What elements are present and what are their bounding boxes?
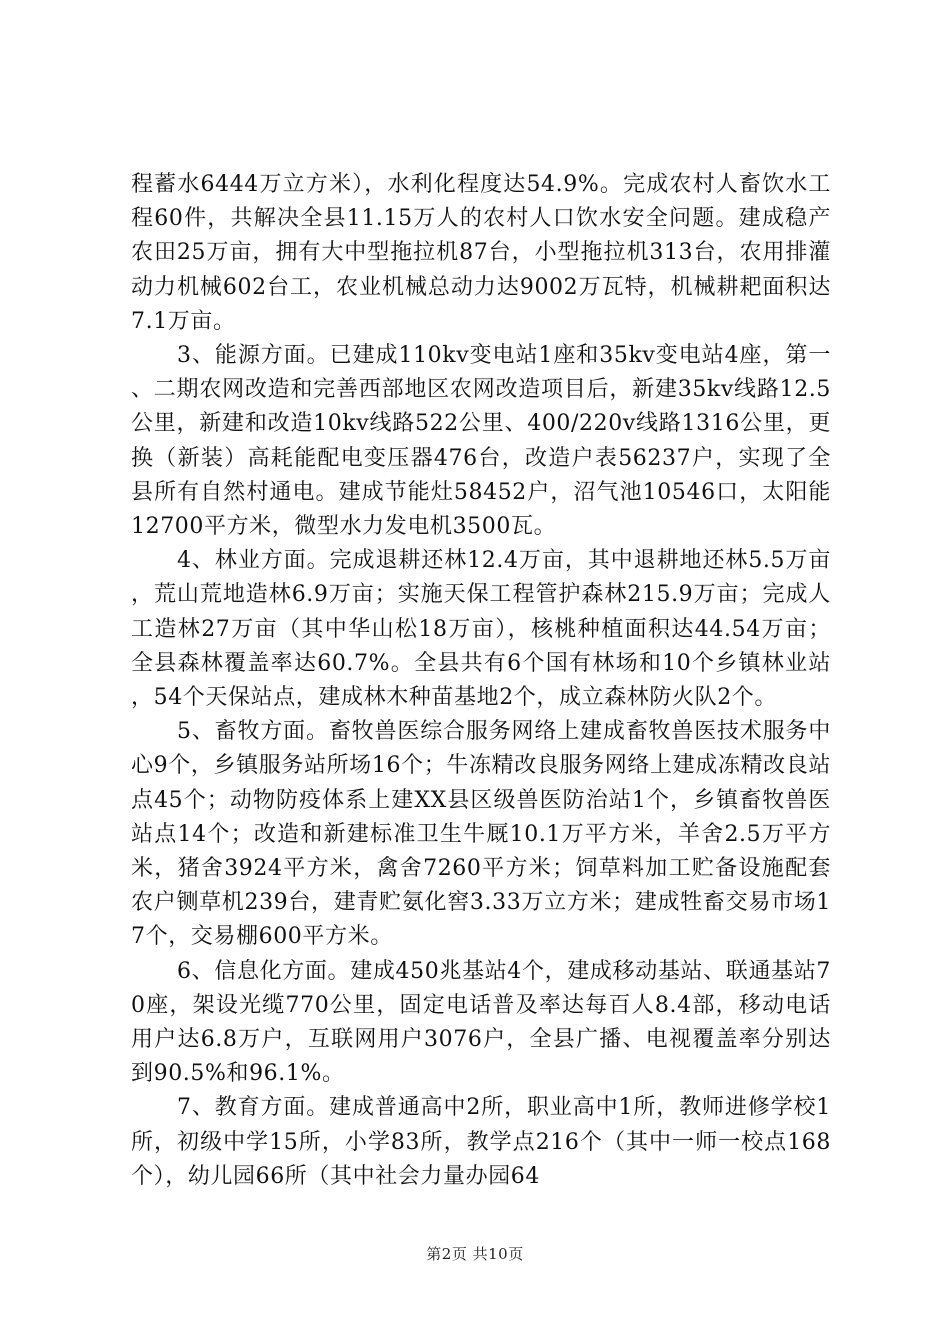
paragraph-energy: 3、能源方面。已建成110kv变电站1座和35kv变电站4座，第一、二期农网改造和完善西部地区农网改造项目后，新建35kv线路12.5公里，新建和改造10kv线路522公里、400/220v线路1316公里，更换（新装）高耗能配电变压器476台，改造户表56237户，实现了全县所有自然村通电。建成节能灶58452户，沼气池10546口，太阳能12700平方米，微型水力发电机3500瓦。 (131, 343, 831, 540)
paragraph-education: 7、教育方面。建成普通高中2所，职业高中1所，教师进修学校1所，初级中学15所，小学83所，教学点216个（其中一师一校点168个），幼儿园66所（其中社会力量办园64 (131, 1095, 831, 1189)
paragraph-water-continued: 程蓄水6444万立方米），水利化程度达54.9%。完成农村人畜饮水工程60件，共解决全县11.15万人的农村人口饮水安全问题。建成稳产农田25万亩，拥有大中型拖拉机87台，小型拖拉机313台，农用排灌动力机械602台工，农业机械总动力达9002万瓦特，机械耕耙面积达7.1万亩。 (131, 172, 831, 334)
page-number-footer: 第2页 共10页 (426, 1245, 524, 1263)
paragraph-livestock: 5、畜牧方面。畜牧兽医综合服务网络上建成畜牧兽医技术服务中心9个，乡镇服务站所场16个；牛冻精改良服务网络上建成冻精改良站点45个；动物防疫体系上建XX县区级兽医防治站1个，乡镇畜牧兽医站点14个；改造和新建标准卫生牛厩10.1万平方米，羊舍2.5万平方米，猪舍3924平方米，禽舍7260平方米；饲草料加工贮备设施配套农户铡草机239台，建青贮氨化窖3.33万立方米；建成牲畜交易市场17个，交易棚600平方米。 (131, 719, 831, 950)
paragraph-informatization: 6、信息化方面。建成450兆基站4个，建成移动基站、联通基站70座，架设光缆770公里，固定电话普及率达每百人8.4部，移动电话用户达6.8万户，互联网用户3076户，全县广播、电视覆盖率分别达到90.5%和96.1%。 (131, 958, 831, 1087)
document-body (131, 168, 831, 1194)
paragraph-forestry: 4、林业方面。完成退耕还林12.4万亩，其中退耕地还林5.5万亩，荒山荒地造林6.9万亩；实施天保工程管护森林215.9万亩；完成人工造林27万亩（其中华山松18万亩），核桃种植面积达44.54万亩；全县森林覆盖率达60.7%。全县共有6个国有林场和10个乡镇林业站，54个天保站点，建成林木种苗基地2个，成立森林防火队2个。 (131, 548, 831, 711)
